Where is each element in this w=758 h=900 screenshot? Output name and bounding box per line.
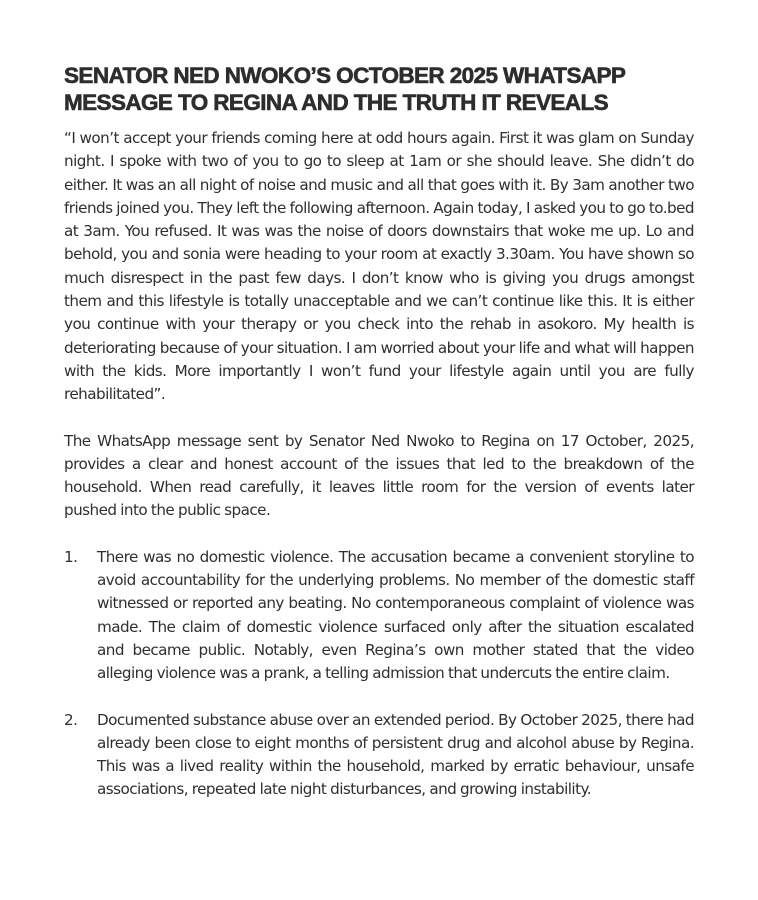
list-item-text: Documented substance abuse over an extended period. By October 2025, there had already been close to eight months of persistent drug and alcohol abuse by Regina. This was a lived reality within the household, marked by erratic behaviour, unsafe associations, repeated late night disturbances, and growing instability. bbox=[97, 710, 694, 799]
whatsapp-message-quote: “I won’t accept your friends coming here at odd hours again. First it was glam on Sunday night. I spoke with two of you to go to sleep at 1am or she should leave. She didn’t do either. It was an all night of noise and music and all that goes with it. By 3am another two friends joined you. They left the following afternoon. Again today, I asked you to go to.bed at 3am. You refused. It was was the noise of doors downstairs that woke me up. Lo and behold, you and sonia were heading to your room at exactly 3.30am. You have shown so much disrespect in the past few days. I don’t know who is giving you drugs amongst them and this lifestyle is totally unacceptable and we can’t continue like this. It is either you continue with your therapy or you check into the rehab in asokoro. My health is deteriorating because of your situation. I am worried about your life and what will happen with the kids. More importantly I won’t fund your lifestyle again until you are fully rehabilitated”. bbox=[64, 129, 694, 404]
list-item bbox=[64, 709, 694, 802]
article bbox=[64, 62, 694, 825]
intro-paragraph: The WhatsApp message sent by Senator Ned Nwoko to Regina on 17 October, 2025, provides a clear and honest account of the issues that led to the breakdown of the household. When read carefully, it leaves little room for the version of events later pushed into the public space. bbox=[64, 431, 694, 520]
list-item-number: 2. bbox=[64, 710, 78, 729]
list-item-text: There was no domestic violence. The accusation became a convenient storyline to avoid accountability for the underlying problems. No member of the domestic staff witnessed or reported any beating. No contemporaneous complaint of violence was made. The claim of domestic violence surfaced only after the situation escalated and became public. Notably, even Regina’s own mother stated that the video alleging violence was a prank, a telling admission that undercuts the entire claim. bbox=[97, 547, 694, 683]
numbered-points-list bbox=[64, 546, 694, 802]
article-title-line-2: MESSAGE TO REGINA AND THE TRUTH IT REVEALS bbox=[64, 90, 609, 115]
list-item bbox=[64, 546, 694, 686]
list-item-number: 1. bbox=[64, 547, 78, 566]
article-title bbox=[64, 62, 694, 116]
article-title-line-1: SENATOR NED NWOKO’S OCTOBER 2025 WHATSAPP bbox=[64, 63, 626, 88]
